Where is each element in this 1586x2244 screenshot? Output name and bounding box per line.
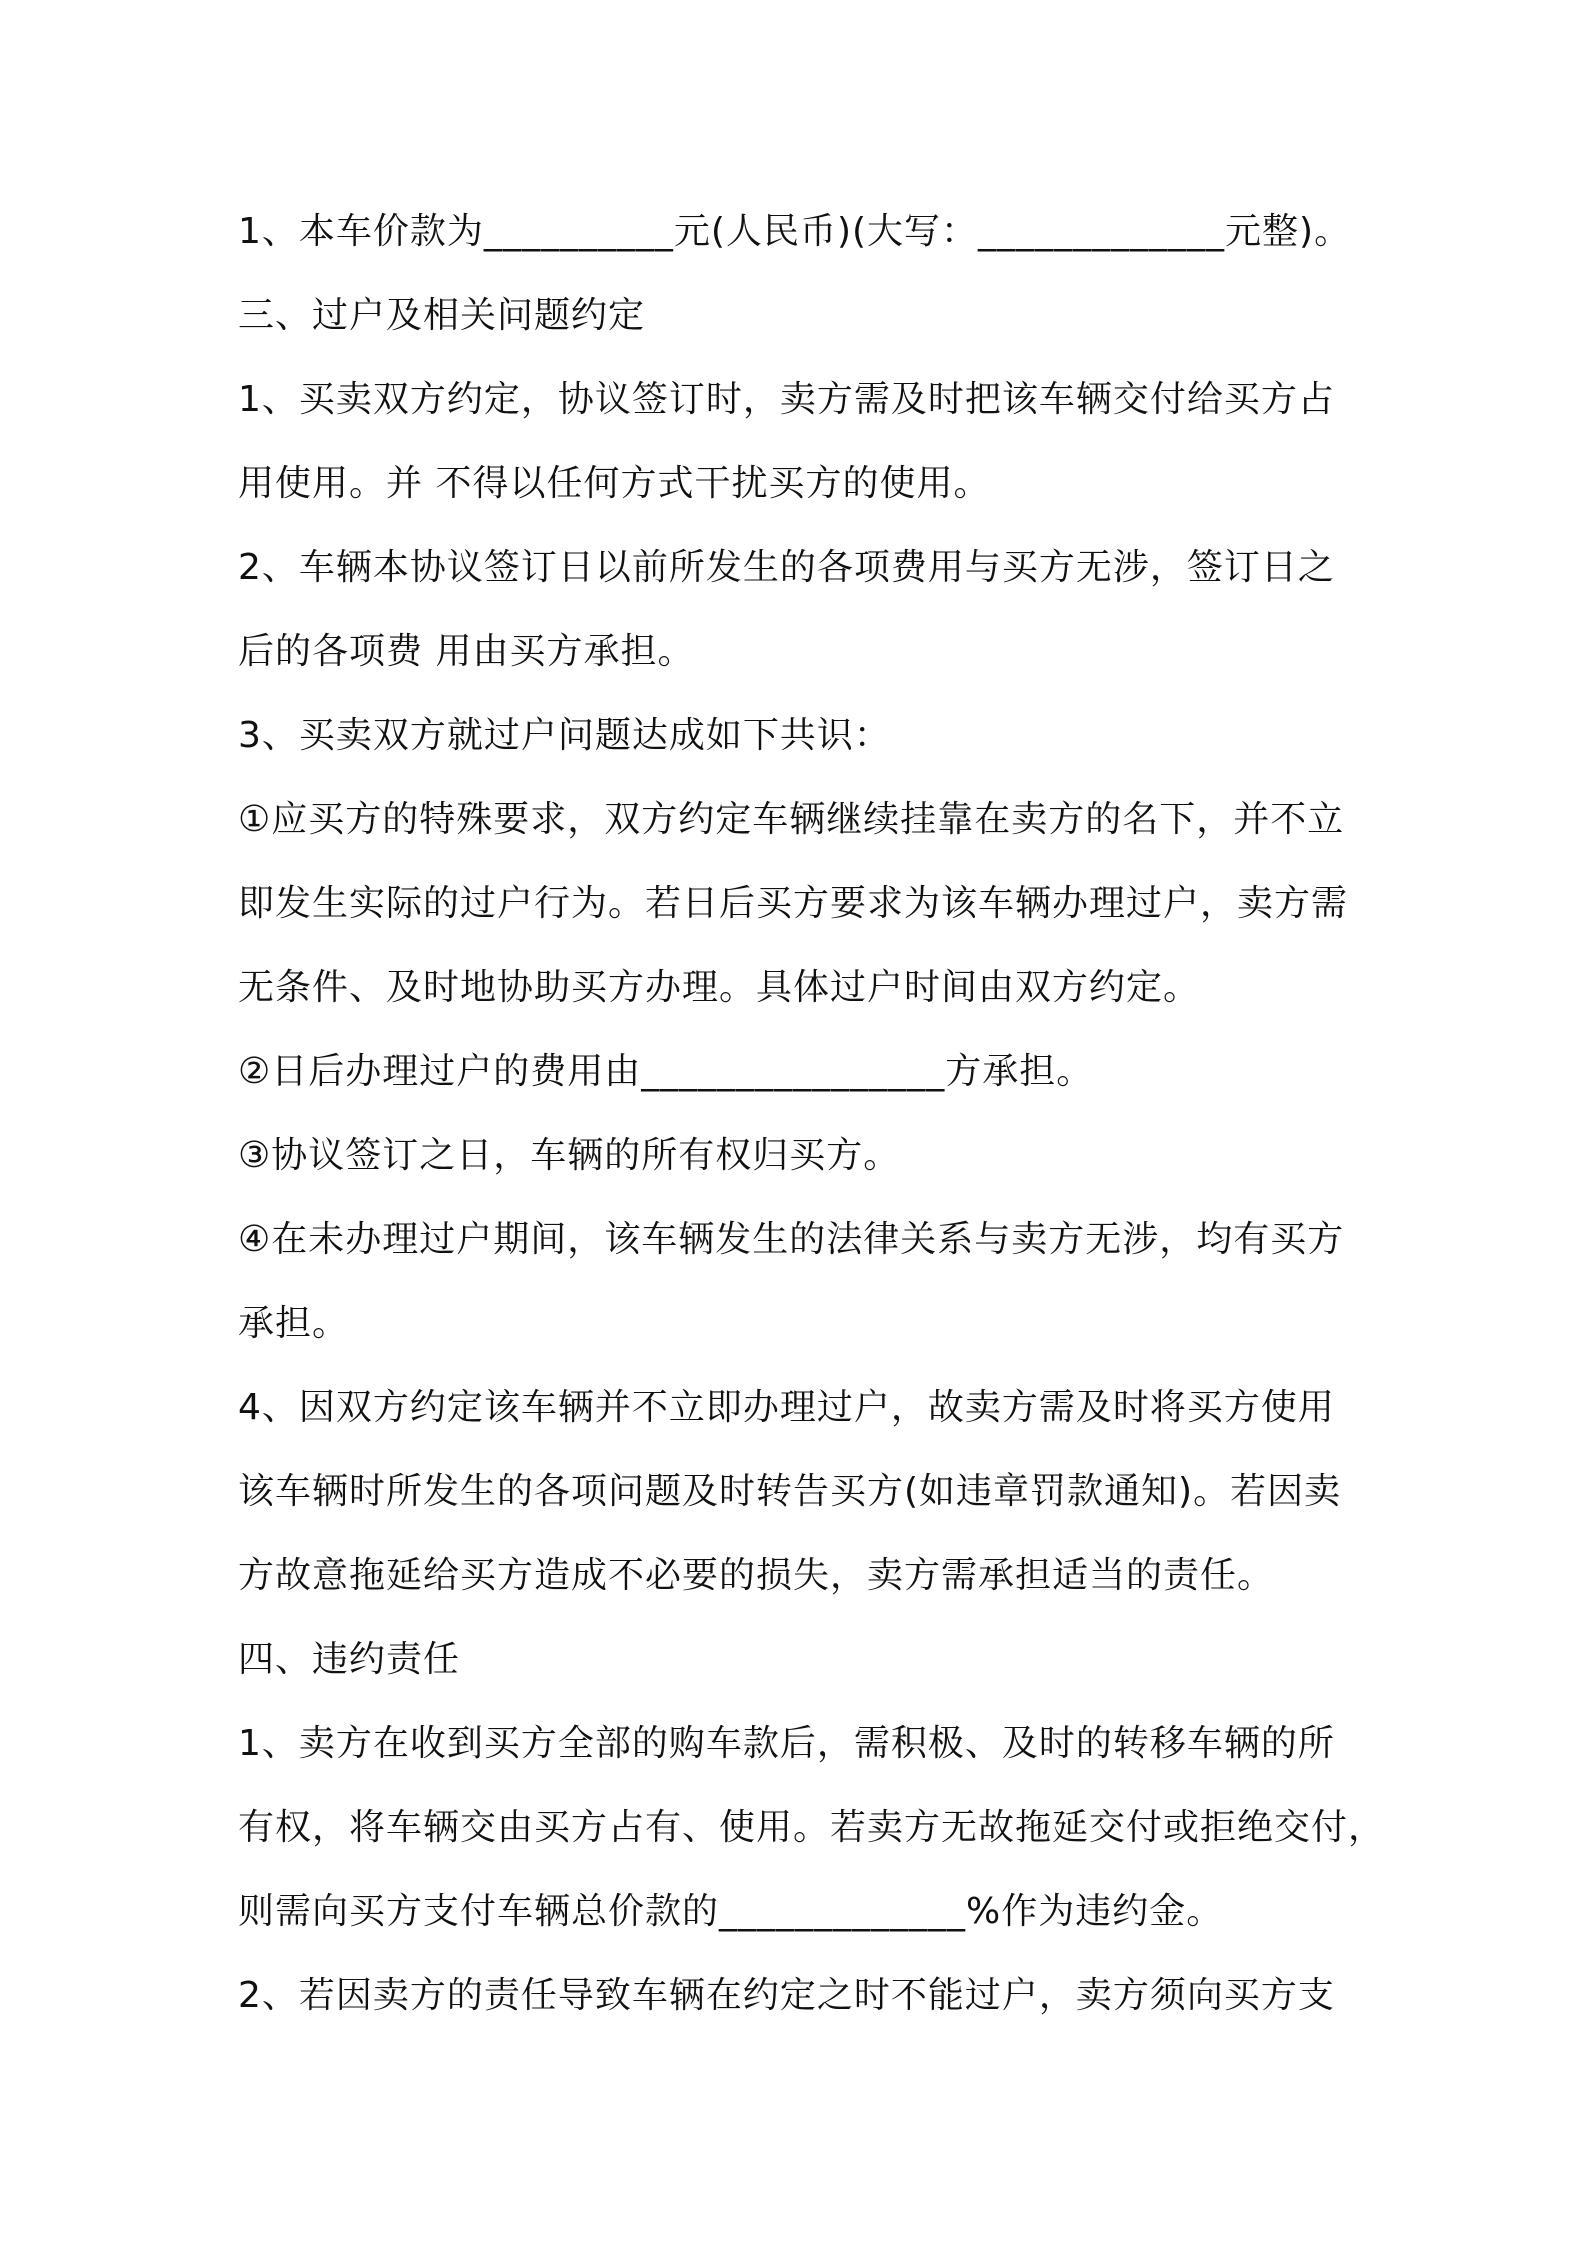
consensus-item-1-cont-2: 无条件、及时地协助买方办理。具体过户时间由双方约定。 (238, 967, 1201, 1008)
consensus-item-4: ④在未办理过户期间，该车辆发生的法律关系与卖方无涉，均有买方 (238, 1219, 1345, 1260)
liability-clause-2: 2、若因卖方的责任导致车辆在约定之时不能过户，卖方须向买方支 (238, 1975, 1335, 2016)
consensus-item-3: ③协议签订之日，车辆的所有权归买方。 (238, 1135, 901, 1176)
transfer-clause-1: 1、买卖双方约定，协议签订时，卖方需及时把该车辆交付给买方占 (238, 379, 1335, 420)
consensus-item-4-cont: 承担。 (238, 1303, 350, 1344)
transfer-clause-4: 4、因双方约定该车辆并不立即办理过户，故卖方需及时将买方使用 (238, 1387, 1335, 1428)
liability-clause-1-cont-2: 则需向买方支付车辆总价款的_____________%作为违约金。 (238, 1891, 1224, 1932)
transfer-clause-4-cont: 该车辆时所发生的各项问题及时转告买方(如违章罚款通知)。若因卖 (238, 1471, 1342, 1512)
consensus-item-1: ①应买方的特殊要求，双方约定车辆继续挂靠在卖方的名下，并不立 (238, 799, 1345, 840)
transfer-clause-1-cont: 用使用。并 不得以任何方式干扰买方的使用。 (238, 463, 991, 504)
section-heading-liability: 四、违约责任 (238, 1639, 461, 1680)
document-body (238, 190, 1386, 2038)
transfer-clause-3: 3、买卖双方就过户问题达成如下共识： (238, 715, 891, 756)
price-clause: 1、本车价款为__________元(人民币)(大写：_____________元整)。 (238, 211, 1352, 252)
section-heading-transfer: 三、过户及相关问题约定 (238, 295, 646, 336)
consensus-item-1-cont: 即发生实际的过户行为。若日后买方要求为该车辆办理过户，卖方需 (238, 883, 1349, 924)
consensus-item-2: ②日后办理过户的费用由________________方承担。 (238, 1051, 1094, 1092)
liability-clause-1-cont: 有权，将车辆交由买方占有、使用。若卖方无故拖延交付或拒绝交付， (238, 1807, 1386, 1848)
transfer-clause-2: 2、车辆本协议签订日以前所发生的各项费用与买方无涉，签订日之 (238, 547, 1335, 588)
transfer-clause-4-cont-2: 方故意拖延给买方造成不必要的损失，卖方需承担适当的责任。 (238, 1555, 1275, 1596)
transfer-clause-2-cont: 后的各项费 用由买方承担。 (238, 631, 695, 672)
liability-clause-1: 1、卖方在收到买方全部的购车款后，需积极、及时的转移车辆的所 (238, 1723, 1335, 1764)
